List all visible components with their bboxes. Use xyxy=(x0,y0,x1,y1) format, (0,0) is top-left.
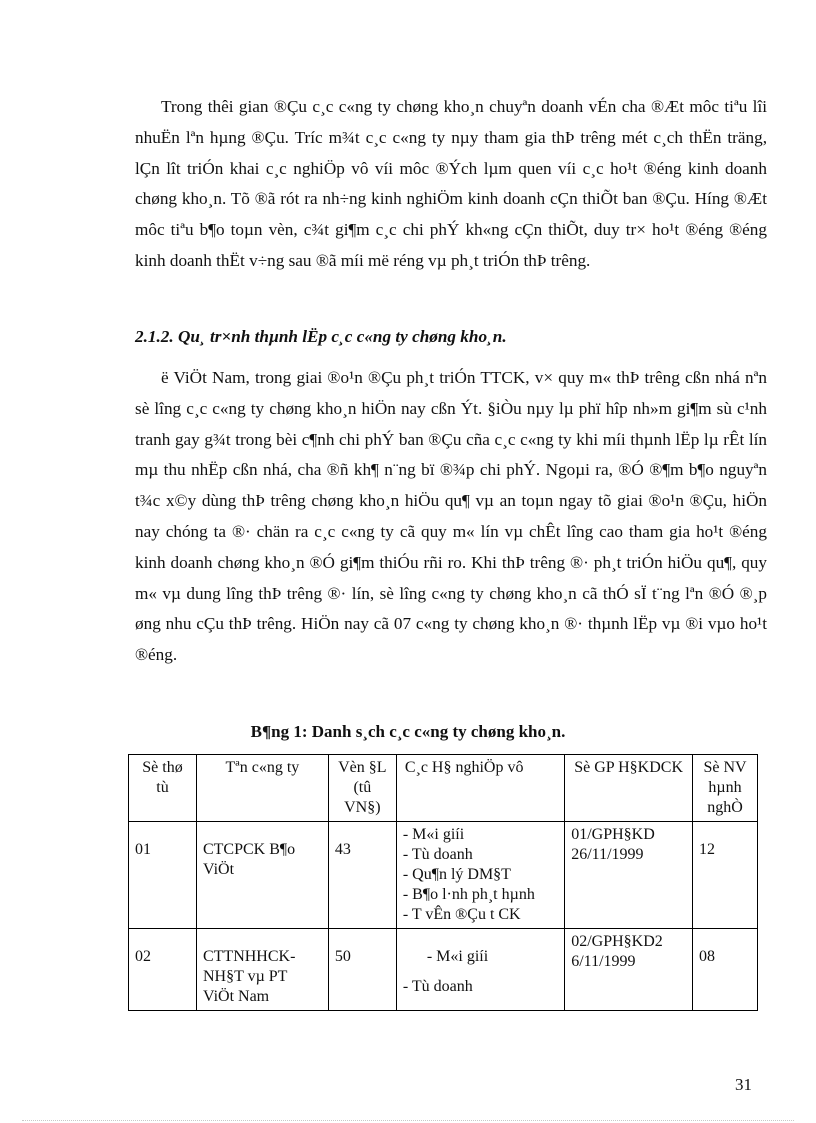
cell-license: 02/GPH§KD2 6/11/1999 xyxy=(565,929,693,1011)
cell-name: CTCPCK B¶o ViÖt xyxy=(196,822,328,929)
cell-activities xyxy=(396,929,564,1011)
cell-stt: 01 xyxy=(129,822,197,929)
table-row xyxy=(129,929,758,1011)
header-name: Tªn c«ng ty xyxy=(196,755,328,822)
activity-item: - M«i giíi xyxy=(402,826,465,843)
table-caption: B¶ng 1: Danh s¸ch c¸c c«ng ty chøng kho¸n. xyxy=(250,722,566,741)
header-staff: Sè NV hµnh nghÒ xyxy=(693,755,758,822)
header-license: Sè GP H§KDCK xyxy=(565,755,693,822)
activity-list xyxy=(403,947,558,997)
activity-item: - Qu¶n lý DM§T xyxy=(402,866,511,883)
activity-item: - M«i giíi xyxy=(426,948,489,965)
header-capital: Vèn §L (tû VN§) xyxy=(328,755,396,822)
header-stt: Sè thø tù xyxy=(129,755,197,822)
cell-capital: 43 xyxy=(328,822,396,929)
section-heading: 2.1.2. Qu¸ tr×nh thµnh lËp c¸c c«ng ty chøng kho¸n. xyxy=(135,327,507,346)
table-row xyxy=(129,822,758,929)
body-paragraph: ë ViÖt Nam, trong giai ®o¹n ®Çu ph¸t triÓn TTCK, v× quy m« thÞ trêng cßn nhá nªn sè lîng c¸c c«ng ty chøng kho¸n hiÖn nay cßn Ýt. §iÒu nµy lµ phï hîp nh»m gi¶m sù c¹nh tranh gay g¾t trong bèi c¶nh chi phÝ ban ®Çu cña c¸c c«ng ty khi míi thµnh lËp lµ rÊt lín mµ thu nhËp cßn nhá, cha ®ñ kh¶ n¨ng bï ®¾p chi phÝ. Ngoµi ra, ®Ó ®¶m b¶o nguyªn t¾c x©y dùng thÞ trêng chøng kho¸n hiÖu qu¶ vµ an toµn ngay tõ giai ®o¹n ®Çu, hiÖn nay chóng ta ®· chän ra c¸c c«ng ty cã quy m« lín vµ chÊt lîng cao tham gia ho¹t ®éng kinh doanh chøng kho¸n ®Ó gi¶m thiÓu rñi ro. Khi thÞ trêng ®· ph¸t triÓn hiÖu qu¶, quy m« vµ dung lîng thÞ trêng ®· lín, sè lîng c«ng ty chøng kho¸n cã thÓ sÏ t¨ng lªn ®Ó ®¸p øng nhu cÇu thÞ trêng. HiÖn nay cã 07 c«ng ty chøng kho¸n ®· thµnh lËp vµ ®i vµo ho¹t ®éng. xyxy=(135,368,767,665)
cell-staff: 08 xyxy=(693,929,758,1011)
footer-divider xyxy=(22,1120,794,1121)
cell-name: CTTNHHCK-NH§T vµ PT ViÖt Nam xyxy=(196,929,328,1011)
page-number: 31 xyxy=(735,1075,752,1094)
body-paragraph: Trong thêi gian ®Çu c¸c c«ng ty chøng kho¸n chuyªn doanh vÉn cha ®Æt môc tiªu lîi nhuËn lªn hµng ®Çu. Tríc m¾t c¸c c«ng ty nµy tham gia thÞ trêng mét c¸ch thËn träng, lÇn lît triÓn khai c¸c nghiÖp vô víi môc ®Ých lµm quen víi c¸c ho¹t ®éng kinh doanh chøng kho¸n. Tõ ®ã rót ra nh÷ng kinh nghiÖm kinh doanh cÇn thiÕt ban ®Çu. Híng ®Æt môc tiªu b¶o toµn vèn, c¾t gi¶m c¸c chi phÝ kh«ng cÇn thiÕt, duy tr× ho¹t ®éng ®éng kinh doanh thËt v÷ng sau ®ã míi më réng vµ ph¸t triÓn thÞ trêng. xyxy=(135,97,767,270)
cell-staff: 12 xyxy=(693,822,758,929)
activity-item: - Tù doanh xyxy=(402,846,473,863)
activity-list xyxy=(403,825,558,925)
cell-capital: 50 xyxy=(328,929,396,1011)
activity-item: - T vÊn ®Çu t CK xyxy=(402,906,521,923)
cell-activities xyxy=(396,822,564,929)
cell-license: 01/GPH§KD 26/11/1999 xyxy=(565,822,693,929)
cell-stt: 02 xyxy=(129,929,197,1011)
table-header-row xyxy=(129,755,758,822)
activity-item: - Tù doanh xyxy=(402,978,473,995)
activity-item: - B¶o l·nh ph¸t hµnh xyxy=(402,886,535,903)
header-activities: C¸c H§ nghiÖp vô xyxy=(396,755,564,822)
company-table xyxy=(128,754,758,1011)
